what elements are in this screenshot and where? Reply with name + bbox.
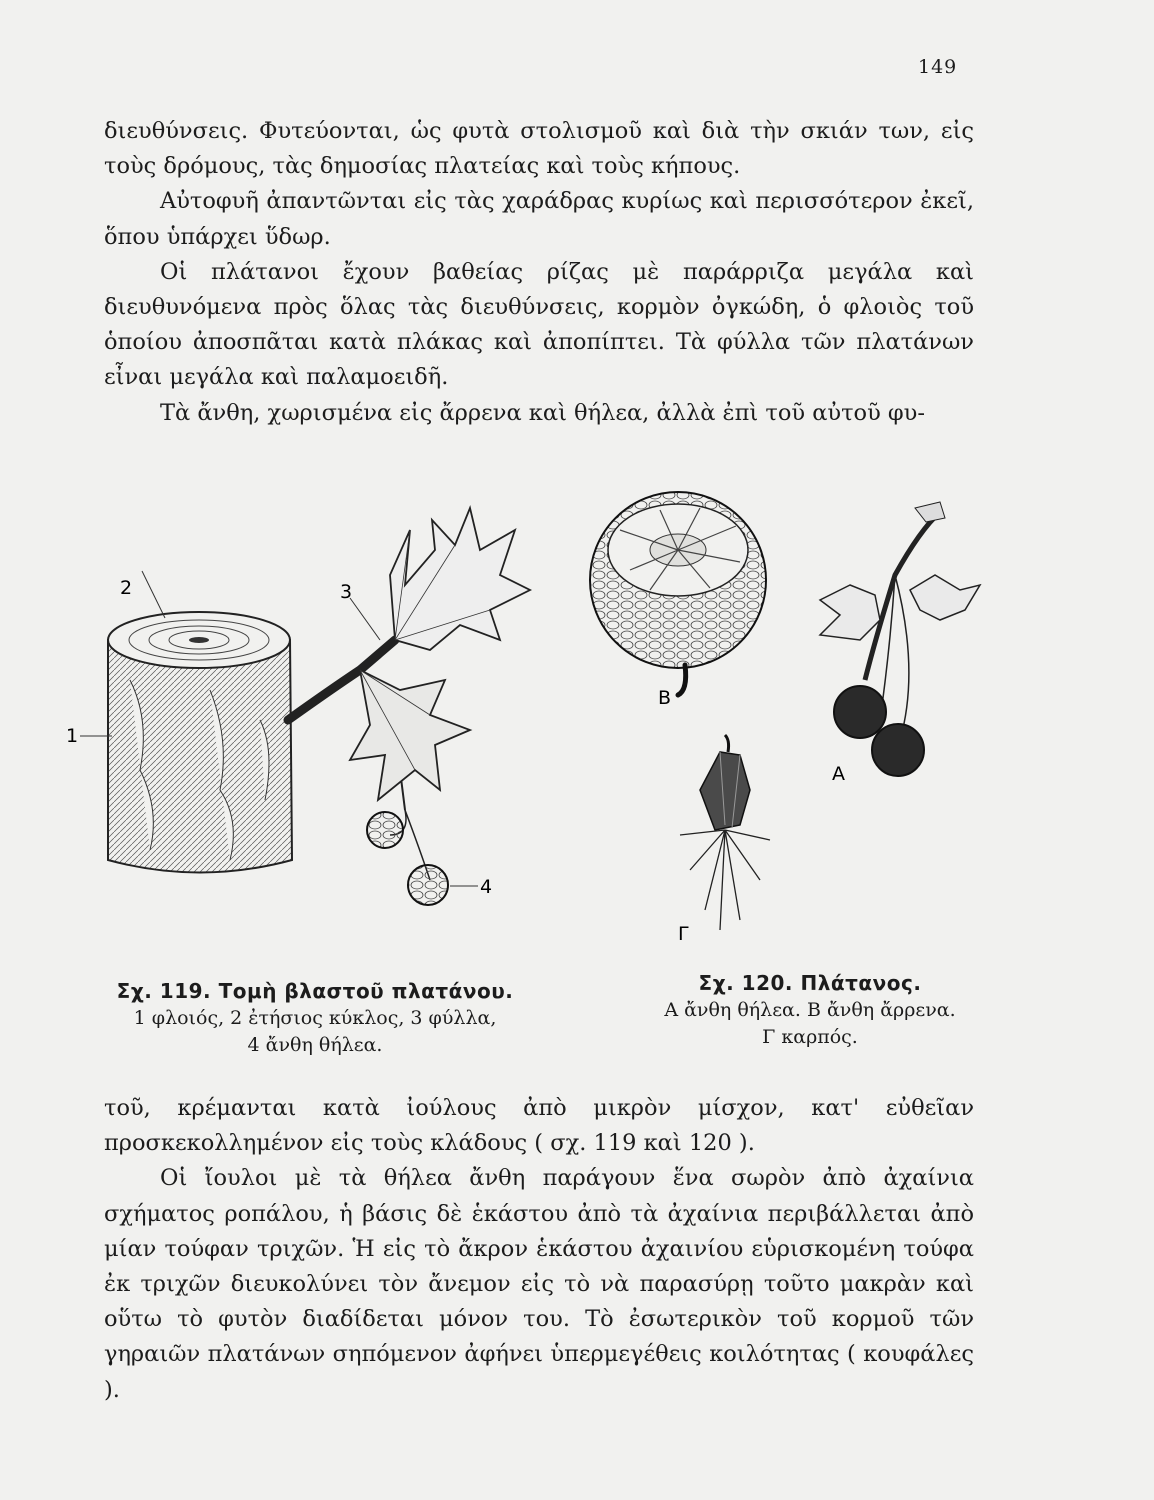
female-flowers-branch-illustration: [820, 502, 980, 776]
fruit-achene-illustration: [680, 735, 770, 930]
fig120-label-g: Γ: [678, 923, 689, 945]
fig120-label-b: B: [658, 687, 672, 709]
paragraph: Τὰ ἄνθη, χωρισμένα εἰς ἄρρενα καὶ θήλεα, ἀλλὰ ἐπὶ τοῦ αὐτοῦ φυ-: [160, 399, 925, 426]
fig120-label-a: A: [832, 763, 845, 785]
fig119-label-1: 1: [66, 725, 79, 747]
fig119-caption: [100, 978, 530, 1059]
fig119-label-4: 4: [480, 876, 493, 898]
fig119-label-2: 2: [120, 577, 133, 599]
paragraph: τοῦ, κρέμανται κατὰ ἰούλους ἀπὸ μικρὸν μίσχον, κατ' εὐθεῖαν προσκεκολλημένον εἰς τοὺς κλάδους ( σχ. 119 καὶ 120 ).: [104, 1095, 974, 1157]
fruit-ball-icon: [367, 812, 403, 848]
paragraph: Αὐτοφυῆ ἀπαντῶνται εἰς τὰς χαράδρας κυρίως καὶ περισσότερον ἐκεῖ, ὅπου ὑπάρχει ὕδωρ.: [104, 188, 974, 250]
fig119-caption-line: 1 φλοιός, 2 ἐτήσιος κύκλος, 3 φύλλα,: [133, 1007, 497, 1029]
paragraph: Οἱ πλάτανοι ἔχουν βαθείας ρίζας μὲ παράρριζα μεγάλα καὶ διευθυνόμενα πρὸς ὅλας τὰς διευθύνσεις, κορμὸν ὀγκώδη, ὁ φλοιὸς τοῦ ὁποίου ἀποσπᾶται κατὰ πλάκας καὶ ἀποπίπτει. Τὰ φύλλα τῶν πλατάνων εἶναι μεγάλα καὶ παλαμοειδῆ.: [104, 258, 974, 391]
fig120-caption-line: Γ καρπός.: [762, 1026, 858, 1048]
male-flower-head-illustration: [590, 492, 766, 695]
figures-illustration: [60, 490, 1060, 970]
fig120-caption-line: A ἄνθη θήλεα. B ἄνθη ἄρρενα.: [664, 999, 956, 1021]
fig120-caption-title: Σχ. 120. Πλάτανος.: [698, 971, 922, 995]
paragraph: διευθύνσεις. Φυτεύονται, ὡς φυτὰ στολισμοῦ καὶ διὰ τὴν σκιάν των, εἰς τοὺς δρόμους, τὰς δημοσίας πλατείας καὶ τοὺς κήπους.: [104, 118, 974, 180]
fig120-caption: [640, 970, 980, 1051]
fig119-label-3: 3: [340, 581, 353, 603]
text-top: [104, 114, 974, 431]
fig119-drawing: [66, 508, 530, 905]
paragraph: Οἱ ἴουλοι μὲ τὰ θήλεα ἄνθη παράγουν ἕνα σωρὸν ἀπὸ ἀχαίνια σχήματος ροπάλου, ἡ βάσις δὲ ἑκάστου ἀπὸ τὰ ἀχαίνια περιβάλλεται ἀπὸ μίαν τούφαν τριχῶν. Ἡ εἰς τὸ ἄκρον ἑκάστου ἀχαινίου εὑρισκομένη τούφα ἐκ τριχῶν διευκολύνει τὸν ἄνεμον εἰς τὸ νὰ παρασύρῃ τοῦτο μακρὰν καὶ οὕτω τὸ φυτὸν διαδίδεται μόνον του. Τὸ ἐσωτερικὸν τοῦ κορμοῦ τῶν γηραιῶν πλατάνων σηπόμενον ἀφήνει ὑπερμεγέθεις κοιλότητας ( κουφάλες ).: [104, 1165, 974, 1403]
fruit-ball-icon: [408, 865, 448, 905]
fig119-caption-title: Σχ. 119. Τομὴ βλαστοῦ πλατάνου.: [116, 979, 514, 1003]
fig119-caption-line: 4 ἄνθη θήλεα.: [247, 1034, 383, 1056]
stump-illustration: [108, 612, 292, 873]
text-bottom: [104, 1091, 974, 1408]
page-number: 149: [918, 56, 958, 78]
fig120-drawing: [590, 492, 980, 945]
